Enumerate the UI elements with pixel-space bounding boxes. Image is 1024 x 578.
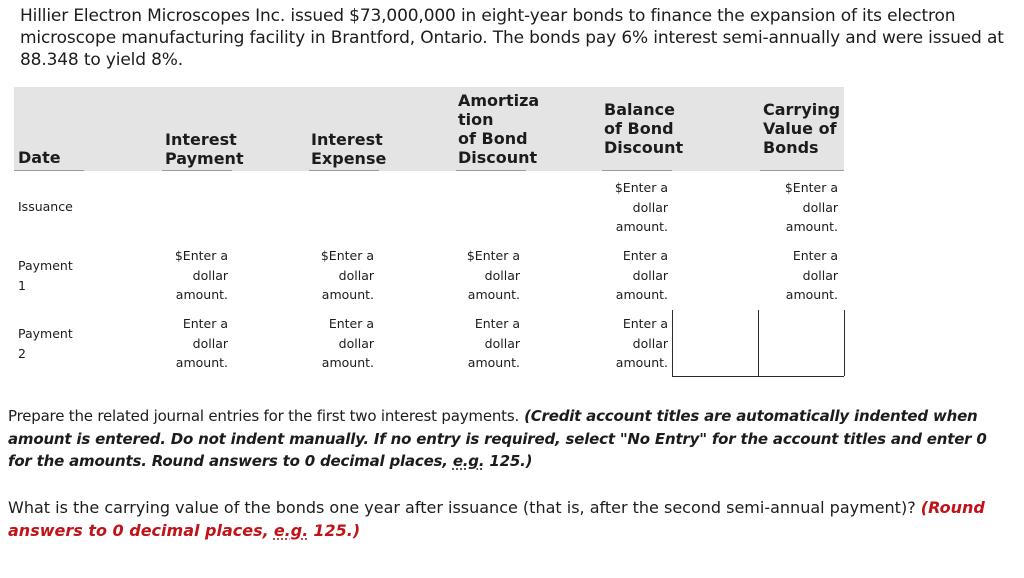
placeholder-line: amount.: [467, 355, 520, 370]
header-amortization-line: tion: [458, 110, 494, 129]
question-round-tail: 125.): [313, 520, 361, 540]
placeholder-line: amount.: [321, 355, 374, 370]
placeholder-line: Enter a: [792, 248, 838, 263]
placeholder-line: $Enter a: [174, 248, 228, 263]
placeholder-line: amount.: [785, 219, 838, 234]
header-balance-line: of Bond: [604, 119, 674, 138]
placeholder-line: amount.: [175, 355, 228, 370]
issuance-carrying-value-input[interactable]: [762, 178, 838, 237]
placeholder-line: amount.: [615, 219, 668, 234]
placeholder-line: dollar: [192, 335, 228, 351]
placeholder-line: dollar: [802, 199, 838, 215]
placeholder-line: dollar: [338, 335, 374, 351]
header-divider: [602, 170, 672, 171]
placeholder-line: dollar: [484, 335, 520, 351]
placeholder-line: amount.: [175, 287, 228, 302]
payment1-interest-payment-input[interactable]: [156, 246, 228, 305]
row-label-issuance: Issuance: [18, 199, 73, 214]
eg-link[interactable]: e.g.: [273, 520, 309, 540]
header-divider: [456, 170, 526, 171]
placeholder-line: amount.: [467, 287, 520, 302]
placeholder-line: dollar: [338, 267, 374, 283]
payment1-carrying-value-input[interactable]: [762, 246, 838, 305]
placeholder-line: $Enter a: [614, 180, 668, 195]
placeholder-line: Enter a: [182, 316, 228, 331]
placeholder-line: dollar: [192, 267, 228, 283]
cell-border: [844, 310, 845, 376]
header-amortization-line: Amortiza: [458, 91, 540, 110]
payment2-amortization-input[interactable]: [448, 314, 520, 373]
placeholder-line: Enter a: [622, 248, 668, 263]
instructions-lead: Prepare the related journal entries for the first two interest payments.: [8, 407, 520, 425]
header-divider: [14, 170, 84, 171]
header-interest-payment: Interest Payment: [165, 130, 244, 168]
table-header-band: [14, 87, 844, 171]
placeholder-line: dollar: [484, 267, 520, 283]
carrying-value-question: [8, 497, 1008, 542]
question-text: What is the carrying value of the bonds one year after issuance (that is, after the second semi-annual payment)?: [8, 498, 916, 517]
payment2-balance-discount-input[interactable]: [596, 314, 668, 373]
cell-border: [672, 310, 673, 376]
header-carrying-value: [763, 100, 840, 157]
placeholder-line: amount.: [785, 287, 838, 302]
payment1-balance-discount-input[interactable]: [596, 246, 668, 305]
payment1-amortization-input[interactable]: [448, 246, 520, 305]
row-label-payment-2: [18, 324, 73, 363]
problem-statement: Hillier Electron Microscopes Inc. issued $73,000,000 in eight-year bonds to finance the expansion of its electron microscope manufacturing facility in Brantford, Ontario. The bonds pay 6% interest semi-annually and were issued at 88.348 to yield 8%.: [20, 6, 1004, 70]
placeholder-line: dollar: [632, 199, 668, 215]
placeholder-line: Enter a: [622, 316, 668, 331]
placeholder-line: dollar: [802, 267, 838, 283]
header-date: Date: [18, 148, 61, 167]
header-amortization: [458, 91, 539, 167]
placeholder-line: $Enter a: [784, 180, 838, 195]
placeholder-line: Enter a: [474, 316, 520, 331]
cell-border: [758, 310, 759, 376]
eg-link[interactable]: e.g.: [452, 452, 485, 470]
row-label-line: 2: [18, 345, 26, 361]
header-balance-bond-discount: [604, 100, 683, 157]
header-carrying-line: Value of: [763, 119, 837, 138]
payment2-carrying-value-input[interactable]: [760, 312, 842, 374]
header-balance-line: Discount: [604, 138, 684, 157]
header-divider: [760, 170, 844, 171]
placeholder-line: Enter a: [328, 316, 374, 331]
header-balance-line: Balance: [604, 100, 675, 119]
placeholder-line: $Enter a: [466, 248, 520, 263]
payment2-interest-expense-input[interactable]: [302, 314, 374, 373]
header-amortization-line: of Bond: [458, 129, 528, 148]
placeholder-line: amount.: [615, 287, 668, 302]
instructions-tail: 125.): [489, 452, 533, 470]
payment1-interest-expense-input[interactable]: [302, 246, 374, 305]
placeholder-line: amount.: [615, 355, 668, 370]
placeholder-line: dollar: [632, 267, 668, 283]
row-label-line: Payment: [18, 258, 73, 273]
placeholder-line: $Enter a: [320, 248, 374, 263]
header-divider: [162, 170, 232, 171]
issuance-balance-discount-input[interactable]: [596, 178, 668, 237]
cell-border: [672, 376, 844, 377]
payment2-interest-payment-input[interactable]: [156, 314, 228, 373]
header-carrying-line: Carrying: [763, 100, 841, 119]
header-divider: [309, 170, 379, 171]
header-interest-expense: Interest Expense: [311, 130, 387, 168]
placeholder-line: amount.: [321, 287, 374, 302]
journal-instructions: [8, 405, 1008, 473]
row-label-line: 1: [18, 277, 26, 293]
header-carrying-line: Bonds: [763, 138, 819, 157]
question-round-note: (Round answers to 0 decimal places,: [8, 498, 985, 540]
instructions-bold: (Credit account titles are automatically indented when amount is entered. Do not indent manually. If no entry is required, select "No Entry" for the account titles and enter 0 for the amounts. Round answers to 0 decimal places,: [8, 407, 987, 470]
row-label-line: Payment: [18, 326, 73, 341]
placeholder-line: dollar: [632, 335, 668, 351]
row-label-payment-1: [18, 256, 73, 295]
header-amortization-line: Discount: [458, 148, 538, 167]
